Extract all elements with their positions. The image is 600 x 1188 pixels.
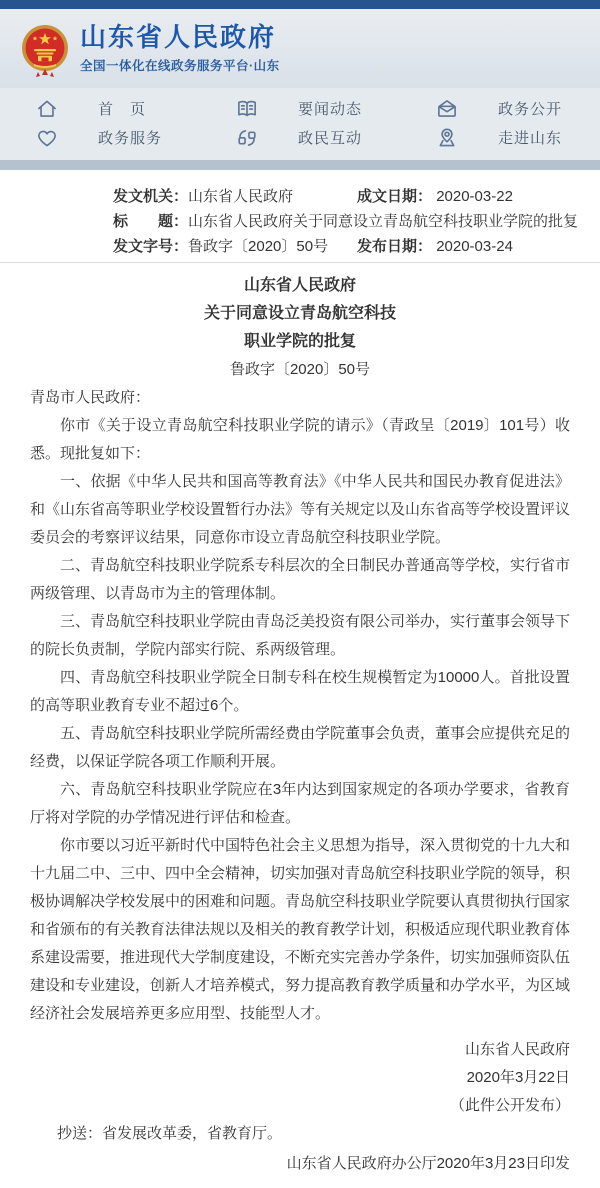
doc-cc-line: 抄送：省发展改革委，省教育厅。 — [57, 1125, 283, 1142]
nav-label: 政民互动 — [298, 130, 363, 147]
header-divider-strip — [0, 160, 600, 170]
site-logo[interactable] — [20, 20, 280, 78]
document-meta — [0, 170, 600, 263]
nav-item-news[interactable] — [200, 94, 400, 123]
nav-label: 走进山东 — [498, 130, 563, 147]
doc-print-note: 山东省人民政府办公厅2020年3月23日印发 — [286, 1155, 570, 1172]
nav-item-gov-info[interactable] — [400, 94, 600, 123]
meta-date-published-label: 发布日期： — [357, 238, 433, 255]
map-pin-icon — [434, 125, 460, 151]
document-body — [0, 263, 600, 1178]
mail-icon — [434, 96, 460, 122]
meta-date-published-value: 2020-03-24 — [436, 238, 513, 255]
home-icon — [34, 96, 60, 122]
nav-label: 要闻动态 — [298, 101, 363, 118]
doc-paragraph: 你市《关于设立青岛航空科技职业学院的请示》（青政呈〔2019〕101号）收悉。现批复如下： — [30, 417, 570, 462]
doc-title-line-1: 山东省人民政府 — [243, 277, 356, 294]
doc-paragraph: 五、青岛航空科技职业学院所需经费由学院董事会负责，董事会应提供充足的经费，以保证学院各项工作顺利开展。 — [30, 725, 571, 770]
meta-row-title — [113, 209, 600, 234]
nav-item-interaction[interactable] — [200, 123, 400, 152]
meta-issuer — [113, 184, 357, 209]
signature-note: （此件公开发布） — [449, 1097, 570, 1114]
site-title-block — [80, 23, 280, 74]
meta-doc-no-label: 发文字号： — [113, 238, 189, 255]
signature-date: 2020年3月22日 — [466, 1069, 570, 1086]
doc-title-line-3: 职业学院的批复 — [243, 333, 356, 350]
meta-title-label: 标 题： — [113, 213, 189, 230]
doc-paragraph: 三、青岛航空科技职业学院由青岛泛美投资有限公司举办，实行董事会领导下的院长负责制，学院内部实行院、系两级管理。 — [30, 613, 571, 658]
meta-issuer-label: 发文机关： — [113, 188, 189, 205]
nav-label: 政务服务 — [98, 130, 163, 147]
meta-doc-no-value: 鲁政字〔2020〕50号 — [188, 238, 329, 255]
doc-paragraph: 一、依据《中华人民共和国高等教育法》《中华人民共和国民办教育促进法》和《山东省高等职业学校设置暂行办法》等有关规定以及山东省高等学校设置评议委员会的考察评议结果，同意你市设立青岛航空科技职业学院。 — [30, 473, 571, 546]
meta-date-written-value: 2020-03-22 — [436, 188, 513, 205]
top-accent-bar — [0, 0, 600, 9]
book-icon — [234, 96, 260, 122]
meta-doc-no — [113, 234, 357, 259]
nav-item-about-shandong[interactable] — [400, 123, 600, 152]
meta-issuer-value: 山东省人民政府 — [188, 188, 294, 205]
meta-date-written — [357, 184, 513, 209]
site-subtitle: 全国一体化在线政务服务平台·山东 — [80, 58, 280, 73]
doc-paragraph: 六、青岛航空科技职业学院应在3年内达到国家规定的各项办学要求，省教育厅将对学院的办学情况进行评估和检查。 — [30, 781, 570, 826]
nav-item-home[interactable] — [0, 94, 200, 123]
nav-label: 首 页 — [98, 101, 147, 118]
national-emblem-icon — [20, 22, 70, 78]
meta-title-value: 山东省人民政府关于同意设立青岛航空科技职业学院的批复 — [188, 213, 579, 230]
doc-number: 鲁政字〔2020〕50号 — [229, 361, 371, 378]
main-nav — [0, 88, 600, 160]
meta-row-issuer-date — [113, 184, 600, 209]
site-header — [0, 9, 600, 88]
signature-org: 山东省人民政府 — [464, 1041, 570, 1058]
doc-paragraph: 四、青岛航空科技职业学院全日制专科在校生规模暂定为10000人。首批设置的高等职业教育专业不超过6个。 — [30, 669, 570, 714]
nav-item-gov-services[interactable] — [0, 123, 200, 152]
doc-salutation: 青岛市人民政府： — [30, 389, 151, 406]
meta-date-written-label: 成文日期： — [357, 188, 433, 205]
meta-row-docno-date — [113, 234, 600, 259]
heart-icon — [34, 125, 60, 151]
doc-paragraphs — [30, 384, 570, 1028]
doc-paragraph: 你市要以习近平新时代中国特色社会主义思想为指导，深入贯彻党的十九大和十九届二中、三中、四中全会精神，切实加强对青岛航空科技职业学院的领导，积极协调解决学校发展中的困难和问题。青岛航空科技职业学院要认真贯彻执行国家和省颁布的有关教育法律法规以及相关的教育教学计划，积极适应现代职业教育体系建设需要，推进现代大学制度建设，不断充实完善办学条件，切实加强师资队伍建设和专业建设，创新人才培养模式，努力提高教育教学质量和办学水平，为区域经济社会发展培养更多应用型、技能型人才。 — [30, 837, 571, 1022]
interact-icon — [234, 125, 260, 151]
nav-label: 政务公开 — [498, 101, 563, 118]
site-title: 山东省人民政府 — [80, 22, 277, 53]
meta-date-published — [357, 234, 513, 259]
doc-title-line-2: 关于同意设立青岛航空科技 — [203, 305, 396, 322]
doc-paragraph: 二、青岛航空科技职业学院系专科层次的全日制民办普通高等学校，实行省市两级管理、以青岛市为主的管理体制。 — [30, 557, 571, 602]
doc-signature-block — [30, 1036, 570, 1120]
